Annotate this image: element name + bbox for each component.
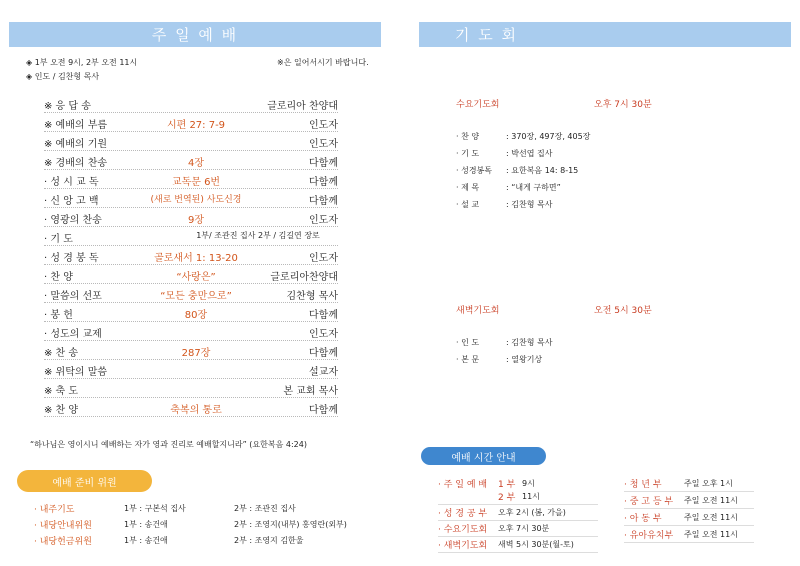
order-name: · 기 도 (44, 234, 73, 245)
schedule-label: · 주 일 예 배 (438, 480, 488, 490)
order-name: ※ 찬 송 (44, 348, 79, 359)
order-detail: 4장 (187, 158, 205, 169)
schedule-divider (438, 520, 598, 521)
info-text: 1부 오전 9시, 2부 오전 11시 (34, 58, 138, 67)
order-row (44, 189, 338, 208)
order-name: · 영광의 찬송 (44, 215, 102, 226)
dawn-item-value: : 열왕기상 (506, 355, 543, 364)
wed-title: 수요기도회 (456, 100, 500, 110)
order-detail: 축복의 통로 (170, 405, 222, 416)
order-row (44, 170, 338, 189)
order-responder: 본 교회 목사 (283, 386, 338, 397)
order-detail: 골로새서 1: 13-20 (154, 253, 238, 264)
order-row (44, 341, 338, 360)
order-responder: 다함께 (309, 405, 338, 416)
wed-item-key: · 설 교 (456, 200, 480, 209)
schedule-title: 예배 시간 안내 (451, 452, 516, 464)
order-name: · 말씀의 선포 (44, 291, 102, 302)
order-name: ※ 찬 양 (44, 405, 79, 416)
schedule-time: 주일 오전 11시 (684, 530, 738, 539)
leader-info (26, 71, 99, 82)
order-row (44, 208, 338, 227)
schedule-label: · 수요기도회 (438, 525, 488, 535)
order-detail: 1부/ 조관진 집사 2부 / 김길연 장로 (196, 231, 320, 240)
committee-part1: 1부 : 송건애 (124, 520, 168, 529)
committee-title: 예배 준비 위원 (52, 477, 117, 489)
dawn-time: 오전 5시 30분 (594, 306, 652, 316)
left-header-title: 주 일 예 배 (151, 26, 239, 44)
order-row (44, 303, 338, 322)
dawn-item-key: · 인 도 (456, 338, 480, 347)
schedule-label: · 새벽기도회 (438, 541, 488, 551)
order-name: ※ 축 도 (44, 386, 79, 397)
schedule-time: 오후 2시 (봄, 가을) (498, 508, 566, 517)
order-detail: 시편 27: 7-9 (166, 120, 226, 131)
schedule-time: 주일 오후 1시 (684, 479, 733, 488)
order-name: · 성 시 교 독 (44, 177, 99, 188)
schedule-label: · 유아유치부 (624, 531, 674, 541)
order-name: ※ 예배의 기원 (44, 139, 108, 150)
schedule-time: 11시 (522, 492, 540, 501)
dawn-item-value: : 김찬형 목사 (506, 338, 553, 347)
order-name: ※ 경배의 찬송 (44, 158, 108, 169)
wed-item-value: : 370장, 497장, 405장 (506, 132, 591, 141)
dawn-title: 새벽기도회 (456, 306, 500, 316)
wed-item-key: · 찬 양 (456, 132, 480, 141)
dawn-item-key: · 본 문 (456, 355, 480, 364)
schedule-title-badge (421, 447, 546, 465)
order-detail: 287장 (181, 348, 211, 359)
order-responder: 설교자 (309, 367, 338, 378)
schedule-label: · 청 년 부 (624, 480, 662, 490)
wed-item-value: : “내게 구하면” (506, 183, 561, 192)
schedule-divider (438, 536, 598, 537)
scripture-quote: “하나님은 영이시니 예배하는 자가 영과 진리로 예배할지니라” (요한복음 4:24) (30, 440, 307, 449)
right-header-title: 기 도 회 (455, 26, 519, 44)
order-name: ※ 예배의 부름 (44, 120, 108, 131)
wed-item-key: · 제 목 (456, 183, 480, 192)
committee-role: · 내당헌금위원 (34, 537, 92, 547)
committee-part2: 2부 : 조관진 집사 (234, 504, 296, 513)
order-responder: 글로리아찬양대 (270, 272, 338, 283)
schedule-divider (438, 552, 598, 553)
wed-item-key: · 기 도 (456, 149, 480, 158)
committee-role: · 내당안내위원 (34, 521, 92, 531)
order-name: ※ 위탁의 말씀 (44, 367, 108, 378)
committee-title-badge (17, 470, 152, 492)
right-header-bar (419, 22, 791, 47)
order-row (44, 322, 338, 341)
schedule-label: · 중 고 등 부 (624, 497, 674, 507)
info-text: 인도 / 김찬형 목사 (34, 72, 100, 81)
order-responder: 인도자 (309, 139, 338, 150)
schedule-time: 오후 7시 30분 (498, 524, 550, 533)
order-row (44, 398, 338, 417)
order-row (44, 227, 338, 246)
committee-part1: 1부 : 송건애 (124, 536, 168, 545)
order-row (44, 113, 338, 132)
committee-part2: 2부 : 조영지(내부) 홍영란(외부) (234, 520, 347, 529)
committee-part2: 2부 : 조영지 김한울 (234, 536, 304, 545)
order-responder: 인도자 (309, 329, 338, 340)
schedule-time: 주일 오전 11시 (684, 496, 738, 505)
wed-item-key: · 성경봉독 (456, 166, 492, 175)
order-responder: 다함께 (309, 177, 338, 188)
order-detail: 9장 (187, 215, 205, 226)
schedule-divider (624, 542, 754, 543)
order-row (44, 246, 338, 265)
schedule-divider (624, 491, 754, 492)
committee-role: · 내주기도 (34, 505, 75, 515)
order-row (44, 265, 338, 284)
wed-item-value: : 박선엽 집사 (506, 149, 553, 158)
info-bullet: ◈ (26, 58, 33, 67)
order-name: · 봉 헌 (44, 310, 73, 321)
order-detail: (새로 번역된) 사도신경 (150, 195, 242, 205)
order-detail: “사랑은” (176, 272, 216, 283)
committee-part1: 1부 : 구본석 집사 (124, 504, 186, 513)
order-responder: 다함께 (309, 310, 338, 321)
order-row (44, 379, 338, 398)
schedule-divider (438, 504, 598, 505)
schedule-part: 1 부 (498, 480, 516, 490)
schedule-part: 2 부 (498, 493, 516, 503)
order-responder: 글로리아 찬양대 (267, 101, 338, 112)
order-responder: 다함께 (309, 348, 338, 359)
order-name: ※ 응 답 송 (44, 101, 91, 112)
order-detail: 80장 (184, 310, 208, 321)
schedule-label: · 아 동 부 (624, 514, 662, 524)
standing-note: ※은 일어서시기 바랍니다. (277, 58, 369, 67)
order-responder: 다함께 (309, 158, 338, 169)
schedule-time: 주일 오전 11시 (684, 513, 738, 522)
schedule-time: 9시 (522, 479, 535, 488)
schedule-divider (624, 525, 754, 526)
order-responder: 인도자 (309, 120, 338, 131)
info-bullet: ◈ (26, 72, 33, 81)
order-row (44, 132, 338, 151)
order-row (44, 94, 338, 113)
order-name: · 찬 양 (44, 272, 73, 283)
order-name: · 성도의 교제 (44, 329, 102, 340)
wed-item-value: : 김찬형 목사 (506, 200, 553, 209)
order-name: · 성 경 봉 독 (44, 253, 99, 264)
order-row (44, 360, 338, 379)
order-detail: 교독문 6번 (171, 177, 221, 188)
order-row (44, 151, 338, 170)
wed-time: 오후 7시 30분 (594, 100, 652, 110)
order-responder: 인도자 (309, 215, 338, 226)
schedule-label: · 성 경 공 부 (438, 509, 488, 519)
schedule-time: 새벽 5시 30분(월-토) (498, 540, 574, 549)
left-header-bar (9, 22, 381, 47)
order-row (44, 284, 338, 303)
order-responder: 인도자 (309, 253, 338, 264)
order-name: · 신 앙 고 백 (44, 196, 99, 207)
order-responder: 김찬형 목사 (286, 291, 338, 302)
wed-item-value: : 요한복음 14: 8-15 (506, 166, 579, 175)
schedule-divider (624, 508, 754, 509)
service-time-info (26, 57, 137, 68)
order-responder: 다함께 (309, 196, 338, 207)
order-detail: “모든 충만으로” (160, 291, 232, 302)
